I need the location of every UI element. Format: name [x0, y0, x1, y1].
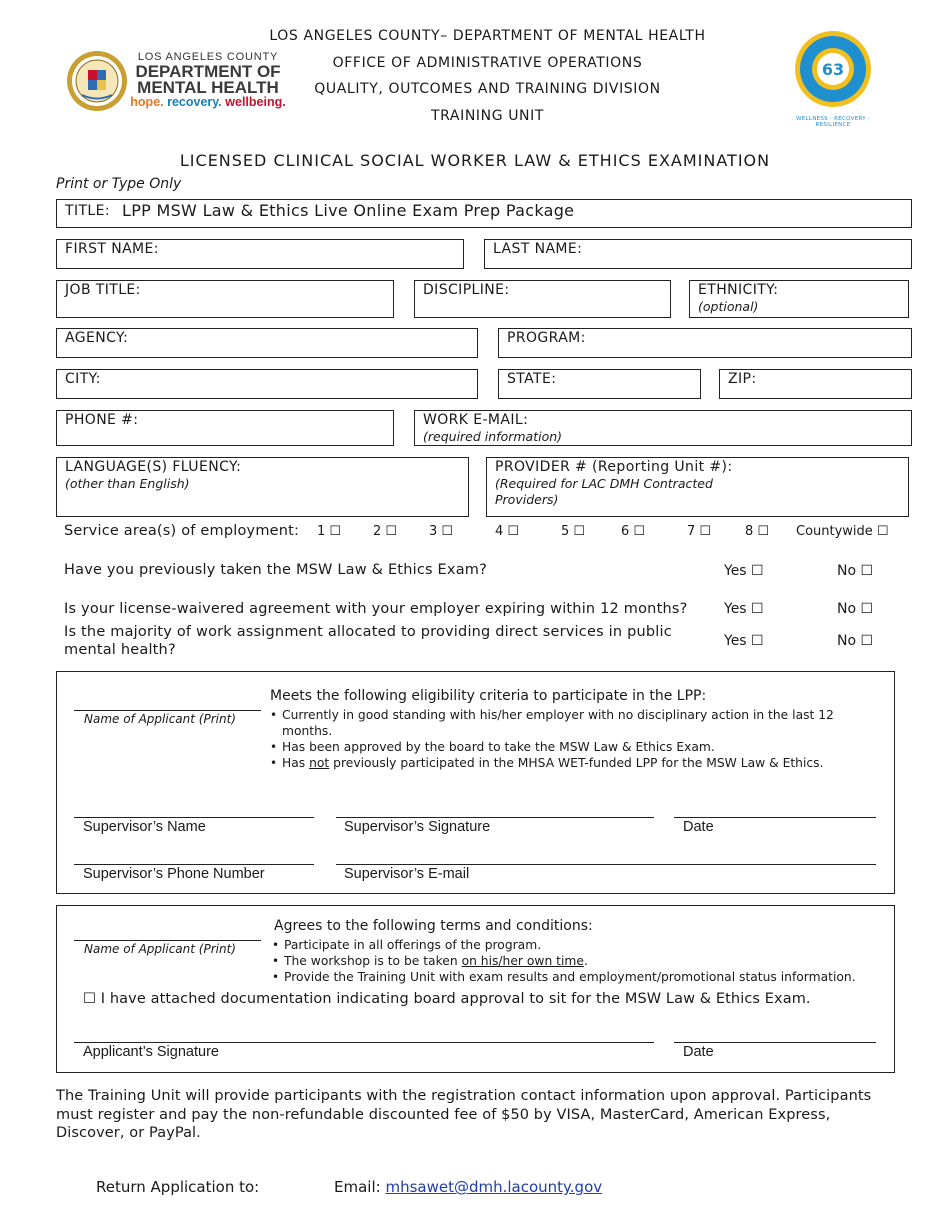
eligibility-section — [56, 671, 895, 894]
board-approval-checkbox[interactable]: ☐ I have attached documentation indicating board approval to sit for the MSW Law & Ethics Exam. — [83, 991, 811, 1007]
city-label: CITY: — [65, 371, 101, 387]
question-2: Is your license-waivered agreement with your employer expiring within 12 months? — [64, 601, 688, 617]
eligibility-list — [268, 707, 868, 771]
question-3-line-1: Is the majority of work assignment allocated to providing direct services in public — [64, 624, 672, 640]
supervisor-date-label: Date — [683, 819, 714, 835]
last-name-field[interactable] — [484, 239, 912, 269]
mhsa-logo — [780, 30, 886, 126]
service-area-4[interactable]: 4 ☐ — [495, 524, 520, 539]
terms-list — [270, 937, 890, 985]
last-name-label: LAST NAME: — [493, 241, 583, 257]
agency-field[interactable] — [56, 328, 478, 358]
service-area-1[interactable]: 1 ☐ — [317, 524, 342, 539]
eligibility-item-2: • Has been approved by the board to take the MSW Law & Ethics Exam. — [268, 739, 868, 755]
phone-field[interactable] — [56, 410, 394, 446]
language-label: LANGUAGE(S) FLUENCY: — [65, 459, 242, 475]
county-seal-icon — [66, 50, 128, 112]
work-email-field[interactable] — [414, 410, 912, 446]
ethnicity-field[interactable] — [689, 280, 909, 318]
header-line-1: LOS ANGELES COUNTY– DEPARTMENT OF MENTAL HEALTH — [269, 28, 706, 44]
supervisor-email-line[interactable] — [336, 864, 876, 865]
job-title-label: JOB TITLE: — [65, 282, 141, 298]
supervisor-date-line[interactable] — [674, 817, 876, 818]
logo-line-2: DEPARTMENT OF — [135, 62, 281, 81]
question-3-yes[interactable]: Yes ☐ — [724, 633, 764, 649]
title-value: LPP MSW Law & Ethics Live Online Exam Prep Package — [122, 201, 575, 220]
first-name-field[interactable] — [56, 239, 464, 269]
title-label: TITLE: — [65, 203, 110, 219]
mhsa-center: 63 — [821, 60, 845, 79]
service-area-6[interactable]: 6 ☐ — [621, 524, 646, 539]
terms-item-3: • Provide the Training Unit with exam results and employment/promotional status information. — [270, 969, 890, 985]
applicant-date-label: Date — [683, 1044, 714, 1060]
footer-line-3: Discover, or PayPal. — [56, 1125, 201, 1141]
supervisor-name-line[interactable] — [74, 817, 314, 818]
header-line-3: QUALITY, OUTCOMES AND TRAINING DIVISION — [314, 81, 661, 97]
applicant-signature-line[interactable] — [74, 1042, 654, 1043]
state-label: STATE: — [507, 371, 557, 387]
service-area-3[interactable]: 3 ☐ — [429, 524, 454, 539]
question-1-yes[interactable]: Yes ☐ — [724, 563, 764, 579]
language-field[interactable] — [56, 457, 469, 517]
state-field[interactable] — [498, 369, 701, 399]
city-field[interactable] — [56, 369, 478, 399]
question-3-no[interactable]: No ☐ — [837, 633, 874, 649]
email-link[interactable]: mhsawet@dmh.lacounty.gov — [385, 1178, 603, 1196]
zip-field[interactable] — [719, 369, 912, 399]
supervisor-email-label: Supervisor’s E-mail — [344, 866, 470, 882]
email-label: Email: — [334, 1178, 381, 1196]
first-name-label: FIRST NAME: — [65, 241, 159, 257]
logo-line-3: MENTAL HEALTH — [137, 78, 279, 97]
logo-tagline — [128, 95, 288, 109]
tagline-wellbeing: wellbeing. — [225, 95, 286, 109]
ethnicity-note: (optional) — [698, 299, 759, 314]
program-field[interactable] — [498, 328, 912, 358]
footer-line-2: must register and pay the non-refundable discounted fee of $50 by VISA, MasterCard, American Express, — [56, 1106, 831, 1123]
mhsa-caption: WELLNESS · RECOVERY · RESILIENCE — [795, 116, 871, 128]
eligibility-heading: Meets the following eligibility criteria to participate in the LPP: — [270, 688, 707, 704]
footer-line-1: The Training Unit will provide participants with the registration contact information upon approval. Participants — [56, 1088, 872, 1104]
applicant-signature-label: Applicant’s Signature — [83, 1044, 219, 1060]
dmh-logo — [66, 50, 286, 114]
provider-note-2: Providers) — [495, 492, 559, 507]
tagline-hope: hope. — [130, 95, 164, 109]
job-title-field[interactable] — [56, 280, 394, 318]
question-2-yes[interactable]: Yes ☐ — [724, 601, 764, 617]
supervisor-signature-line[interactable] — [336, 817, 654, 818]
service-area-countywide[interactable]: Countywide ☐ — [796, 524, 889, 539]
print-note: Print or Type Only — [56, 176, 182, 192]
logo-line-1: LOS ANGELES COUNTY — [137, 51, 279, 63]
question-2-no[interactable]: No ☐ — [837, 601, 874, 617]
question-1-no[interactable]: No ☐ — [837, 563, 874, 579]
provider-note-1: (Required for LAC DMH Contracted — [495, 476, 713, 491]
form-title: LICENSED CLINICAL SOCIAL WORKER LAW & ETHICS EXAMINATION — [179, 151, 771, 170]
supervisor-signature-label: Supervisor’s Signature — [344, 819, 491, 835]
work-email-label: WORK E-MAIL: — [423, 412, 529, 428]
eligibility-item-3: • Has not previously participated in the MHSA WET-funded LPP for the MSW Law & Ethics. — [268, 755, 868, 771]
phone-label: PHONE #: — [65, 412, 139, 428]
supervisor-name-label: Supervisor’s Name — [83, 819, 206, 835]
discipline-label: DISCIPLINE: — [423, 282, 510, 298]
question-1: Have you previously taken the MSW Law & Ethics Exam? — [64, 562, 487, 578]
service-area-label: Service area(s) of employment: — [64, 523, 300, 539]
return-label: Return Application to: — [96, 1178, 260, 1196]
language-note: (other than English) — [65, 476, 190, 491]
supervisor-phone-label: Supervisor’s Phone Number — [83, 866, 265, 882]
terms-section — [56, 905, 895, 1073]
terms-item-1: • Participate in all offerings of the program. — [270, 937, 890, 953]
footer-paragraph — [56, 1087, 871, 1143]
program-label: PROGRAM: — [507, 330, 586, 346]
applicant-date-line[interactable] — [674, 1042, 876, 1043]
title-field[interactable] — [56, 199, 912, 228]
terms-applicant-name-line[interactable] — [74, 940, 261, 941]
agency-label: AGENCY: — [65, 330, 129, 346]
tagline-recovery: recovery. — [167, 95, 222, 109]
eligibility-item-1: • Currently in good standing with his/her employer with no disciplinary action in the last 12 months. — [268, 707, 868, 739]
service-area-7[interactable]: 7 ☐ — [687, 524, 712, 539]
header-line-2: OFFICE OF ADMINISTRATIVE OPERATIONS — [332, 55, 643, 71]
service-area-2[interactable]: 2 ☐ — [373, 524, 398, 539]
provider-label: PROVIDER # (Reporting Unit #): — [495, 459, 733, 475]
provider-field[interactable] — [486, 457, 909, 517]
terms-item-2: • The workshop is to be taken on his/her own time. — [270, 953, 890, 969]
header-line-4: TRAINING UNIT — [431, 108, 544, 124]
terms-heading: Agrees to the following terms and conditions: — [274, 918, 593, 934]
applicant-name-line[interactable] — [74, 710, 261, 711]
mhsa-seal-icon — [794, 30, 872, 108]
applicant-name-label: Name of Applicant (Print) — [84, 712, 236, 726]
work-email-note: (required information) — [423, 429, 563, 444]
service-area-5[interactable]: 5 ☐ — [561, 524, 586, 539]
service-area-8[interactable]: 8 ☐ — [745, 524, 770, 539]
question-3-line-2: mental health? — [64, 642, 176, 658]
discipline-field[interactable] — [414, 280, 671, 318]
zip-label: ZIP: — [728, 371, 757, 387]
supervisor-phone-line[interactable] — [74, 864, 314, 865]
return-email — [334, 1178, 602, 1196]
ethnicity-label: ETHNICITY: — [698, 282, 779, 298]
terms-applicant-name-label: Name of Applicant (Print) — [84, 942, 236, 956]
